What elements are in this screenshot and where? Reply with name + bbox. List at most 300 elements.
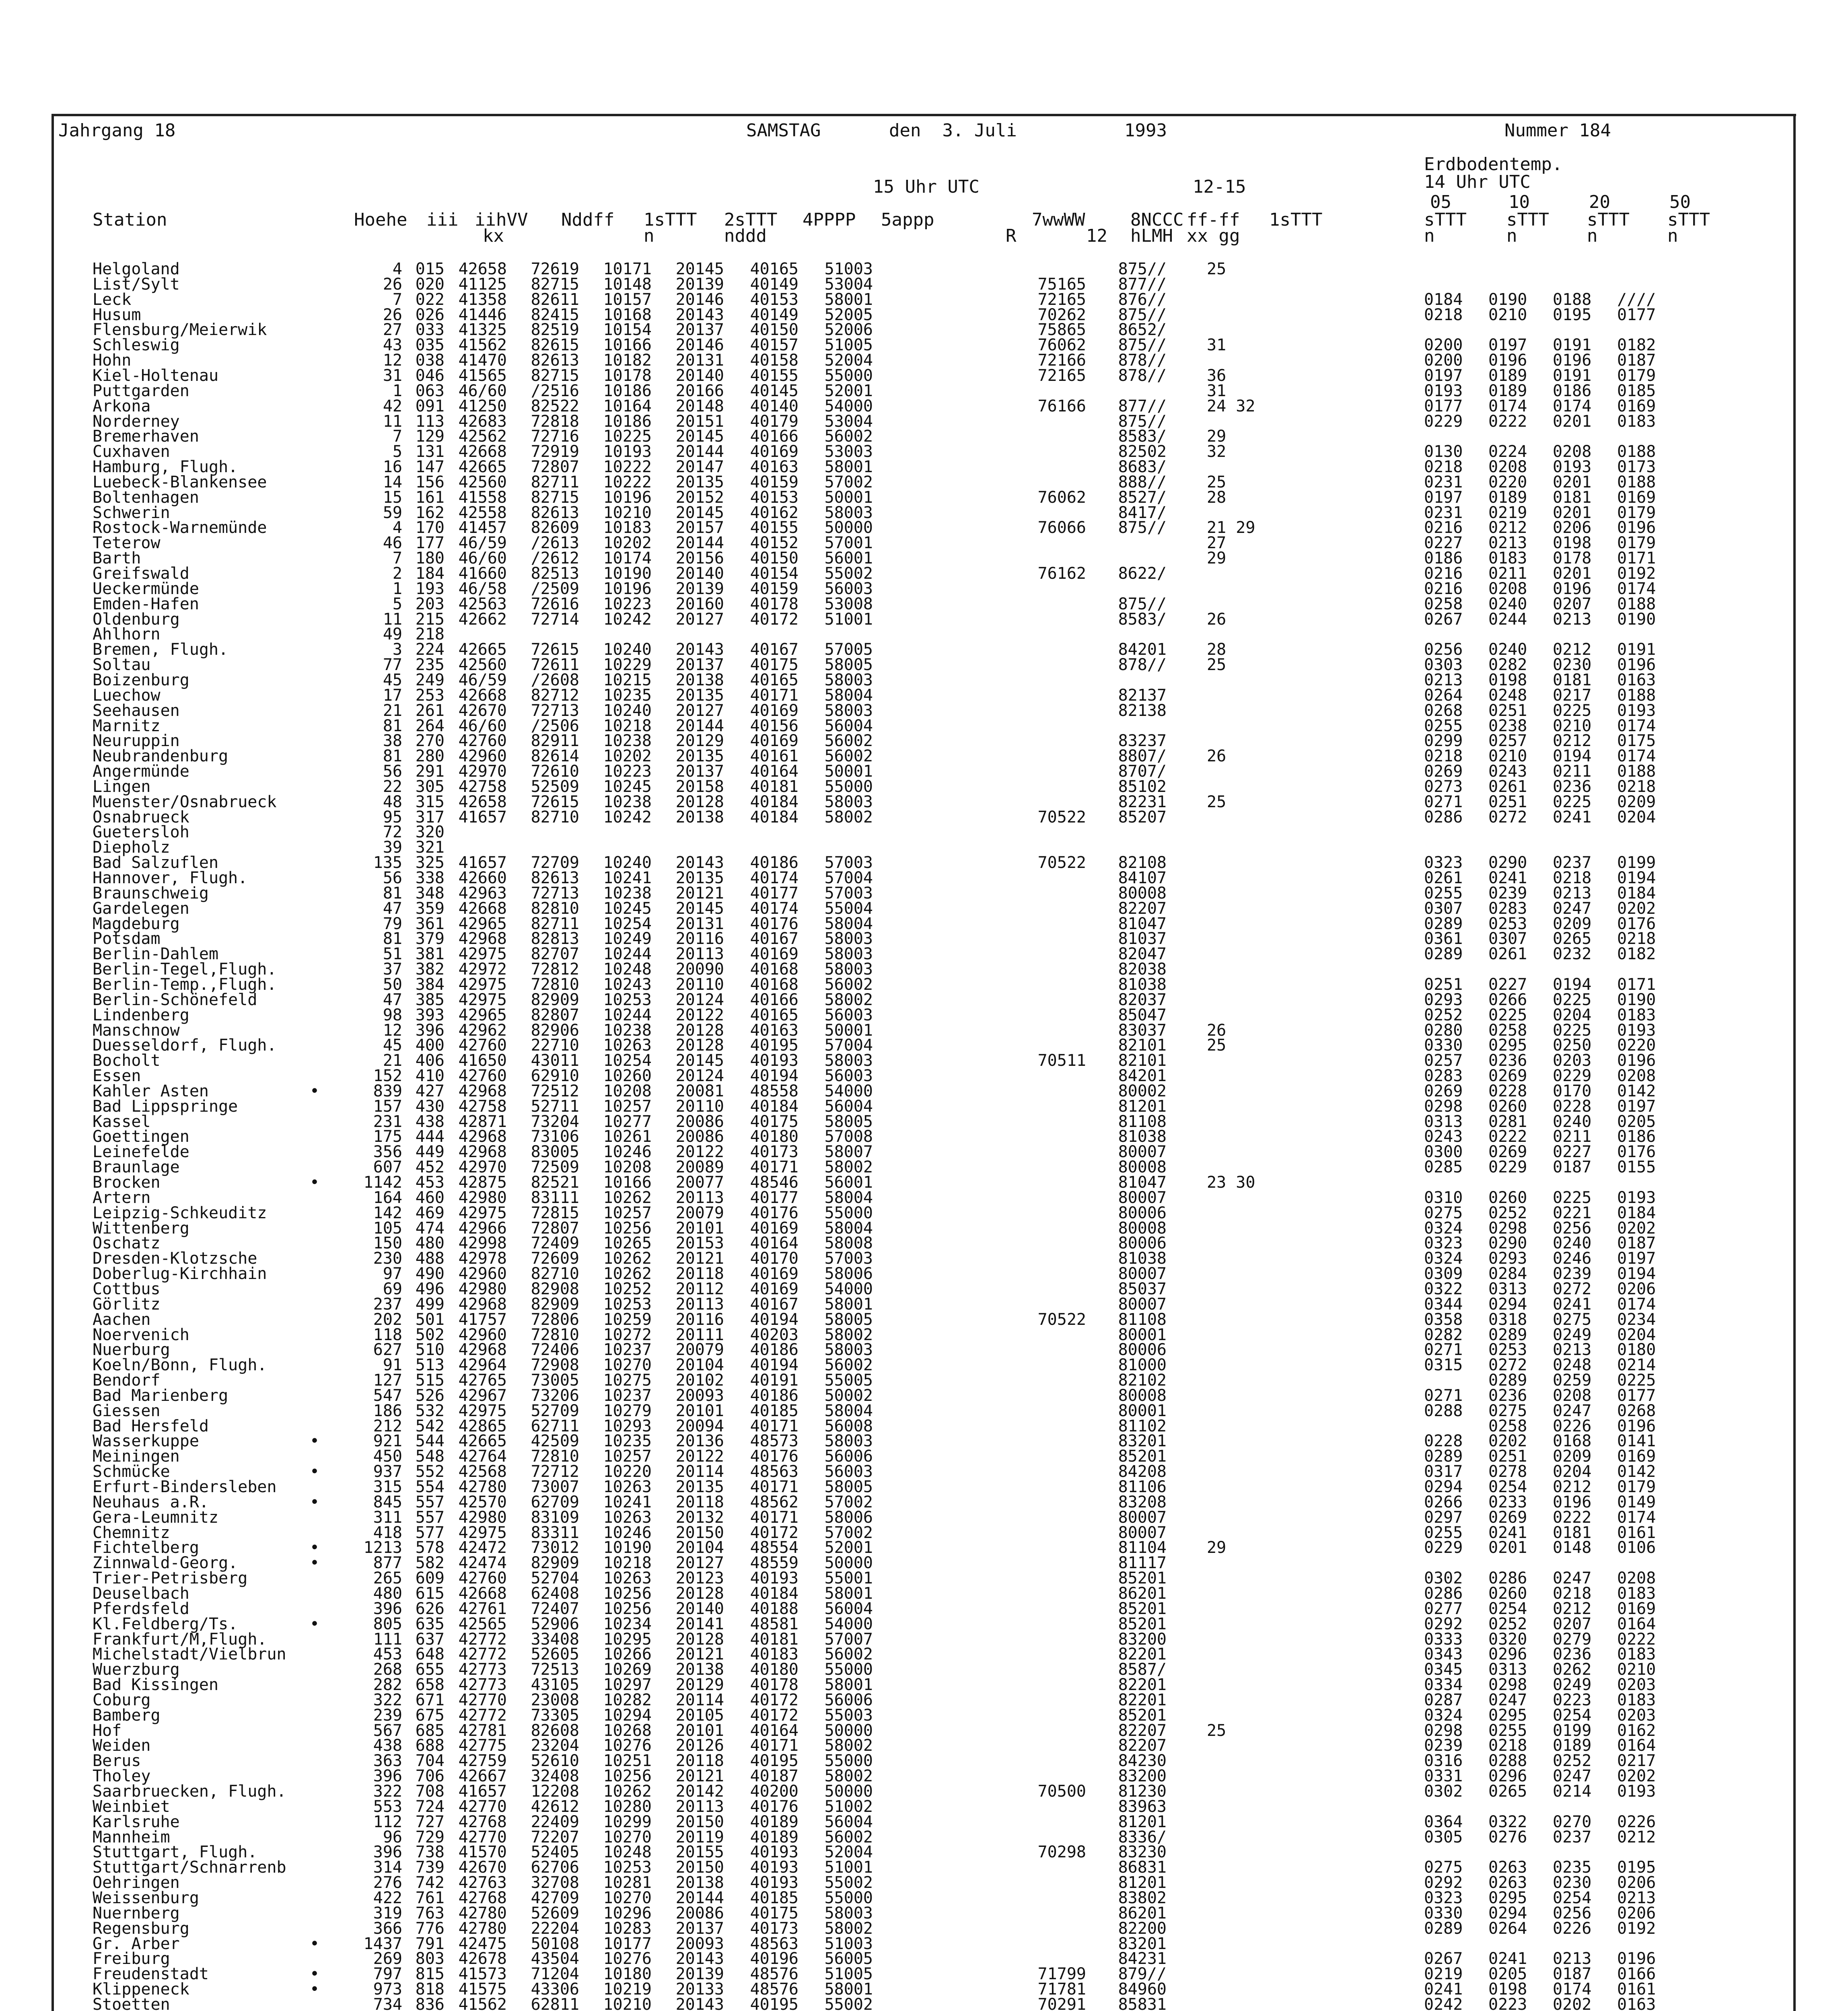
iii: 147 [415, 458, 445, 476]
soil-50: 0149 [1617, 1493, 1656, 1511]
iihvv: 42780 [458, 1919, 507, 1938]
appp: 53003 [824, 442, 873, 461]
station-name: Soltau [93, 656, 151, 674]
station-name: Emden-Hafen [93, 595, 199, 613]
ststtt: 10254 [603, 1051, 652, 1070]
soil-10: 0294 [1488, 1904, 1527, 1923]
ststtt: 10190 [603, 1538, 652, 1557]
ststtt: 10263 [603, 1036, 652, 1055]
appp: 51001 [824, 1858, 873, 1877]
station-name: Schwerin [93, 504, 170, 522]
station-name: Fichtelberg [93, 1538, 199, 1557]
soil-10: 0282 [1488, 656, 1527, 674]
pppp: 40194 [750, 1067, 798, 1085]
pppp: 48581 [750, 1615, 798, 1633]
iii: 626 [415, 1600, 445, 1618]
hoehe: 937 [373, 1462, 402, 1481]
soil-20: 0214 [1553, 1782, 1592, 1801]
soil-05: 0309 [1424, 1265, 1463, 1283]
soil-50: 0184 [1617, 884, 1656, 903]
iihvv: 42562 [458, 427, 507, 446]
nddff: 82613 [531, 351, 579, 370]
iihvv: 42980 [458, 1280, 507, 1298]
ststtt: 10253 [603, 1858, 652, 1877]
soil-10: 0208 [1488, 580, 1527, 598]
soil-50: 0188 [1617, 686, 1656, 705]
soil-10: 0295 [1488, 1889, 1527, 1907]
iihvv: 42967 [458, 1386, 507, 1405]
iii: 557 [415, 1493, 445, 1511]
soil-50: 0204 [1617, 808, 1656, 827]
appp: 58003 [824, 701, 873, 720]
hoehe: 4 [392, 260, 402, 278]
soil-05: 0273 [1424, 777, 1463, 796]
sttt2: 20140 [675, 1600, 724, 1618]
station-name: Klippeneck [93, 1980, 189, 1999]
sttt2: 20113 [675, 945, 724, 963]
iihvv: 42668 [458, 442, 507, 461]
iihvv: 41570 [458, 1843, 507, 1861]
iii: 020 [415, 275, 445, 294]
soil-50: 0193 [1617, 1189, 1656, 1207]
nddff: 22710 [531, 1036, 579, 1055]
station-name: Coburg [93, 1691, 151, 1709]
soil-05: 0200 [1424, 351, 1463, 370]
appp: 56002 [824, 1356, 873, 1374]
sttt2: 20079 [675, 1204, 724, 1222]
iii: 091 [415, 397, 445, 415]
soil-05: 0218 [1424, 306, 1463, 324]
pppp: 40169 [750, 1219, 798, 1238]
ststtt: 10186 [603, 382, 652, 400]
ststtt: 10244 [603, 1006, 652, 1024]
station-name: Chemnitz [93, 1524, 170, 1542]
soil-10: 0260 [1488, 1097, 1527, 1116]
hoehe: 81 [383, 747, 402, 765]
hoehe: 50 [383, 975, 402, 994]
hoehe: 21 [383, 701, 402, 720]
soil-10: 0255 [1488, 1721, 1527, 1740]
soil-50: 0190 [1617, 991, 1656, 1009]
nccc: 86201 [1118, 1904, 1167, 1923]
pppp: 40195 [750, 1995, 798, 2011]
ststtt: 10248 [603, 960, 652, 979]
appp: 58006 [824, 1265, 873, 1283]
sttt2: 20147 [675, 458, 724, 476]
wwww: 76062 [1037, 488, 1086, 507]
nccc: 84208 [1118, 1462, 1167, 1481]
sttt2: 20148 [675, 397, 724, 415]
appp: 58005 [824, 1310, 873, 1329]
nccc: 81047 [1118, 915, 1167, 933]
day-label: SAMSTAG [746, 120, 821, 141]
soil-05: 0289 [1424, 1919, 1463, 1938]
iii: 544 [415, 1432, 445, 1450]
appp: 58005 [824, 1478, 873, 1496]
soil-05: 0252 [1424, 1006, 1463, 1024]
ststtt: 10242 [603, 610, 652, 629]
soil-05: 0130 [1424, 442, 1463, 461]
nccc: 82101 [1118, 1036, 1167, 1055]
ststtt: 10249 [603, 929, 652, 948]
iii: 704 [415, 1752, 445, 1770]
soil-20: 0196 [1553, 580, 1592, 598]
nccc: 81106 [1118, 1478, 1167, 1496]
ststtt: 10248 [603, 1843, 652, 1861]
pppp: 40153 [750, 488, 798, 507]
iihvv: 42670 [458, 1858, 507, 1877]
soil-50: 0208 [1617, 1067, 1656, 1085]
station-name: Gera-Leumnitz [93, 1508, 219, 1527]
appp: 56003 [824, 1462, 873, 1481]
soil-50: 0188 [1617, 473, 1656, 491]
soil-10: 0189 [1488, 382, 1527, 400]
soil-10: 0241 [1488, 869, 1527, 887]
soil-05: 0184 [1424, 290, 1463, 309]
appp: 53004 [824, 275, 873, 294]
soil-20: 0254 [1553, 1706, 1592, 1725]
appp: 50000 [824, 1554, 873, 1572]
soil-10: 0252 [1488, 1615, 1527, 1633]
iihvv: 42475 [458, 1935, 507, 1953]
soil-10: 0189 [1488, 366, 1527, 385]
iii: 249 [415, 671, 445, 689]
station-name: Hof [93, 1721, 122, 1740]
ffff: 36 [1207, 366, 1227, 385]
soil-50: 0183 [1617, 412, 1656, 431]
sttt2: 20132 [675, 1508, 724, 1527]
nccc: 84107 [1118, 869, 1167, 887]
station-name: Mannheim [93, 1828, 170, 1847]
soil-10: 0213 [1488, 534, 1527, 552]
nccc: 80002 [1118, 1082, 1167, 1100]
pppp: 40185 [750, 1889, 798, 1907]
soil-50: 0197 [1617, 1097, 1656, 1116]
soil-50: 0205 [1617, 1112, 1656, 1131]
hoehe: 5 [392, 595, 402, 613]
nddff: 72619 [531, 260, 579, 278]
sttt2: 20139 [675, 1965, 724, 1983]
soil-50: 0164 [1617, 1615, 1656, 1633]
nccc: 82137 [1118, 686, 1167, 705]
pppp: 40169 [750, 701, 798, 720]
hoehe: 322 [373, 1782, 402, 1801]
soil-05: 0267 [1424, 610, 1463, 629]
iihvv: 42658 [458, 793, 507, 811]
sttt2: 20143 [675, 640, 724, 659]
pppp: 40194 [750, 1310, 798, 1329]
soil-50: 0208 [1617, 1569, 1656, 1587]
ststtt: 10166 [603, 336, 652, 354]
ststtt: 10182 [603, 351, 652, 370]
iii: 381 [415, 945, 445, 963]
iihvv: 42975 [458, 991, 507, 1009]
sttt2: 20137 [675, 656, 724, 674]
wwww: 76166 [1037, 397, 1086, 415]
nccc: 85201 [1118, 1615, 1167, 1633]
ststtt: 10294 [603, 1706, 652, 1725]
nccc: 80001 [1118, 1326, 1167, 1344]
sttt2: 20157 [675, 518, 724, 537]
iihvv: 42472 [458, 1538, 507, 1557]
ststtt: 10202 [603, 534, 652, 552]
nddff: 82711 [531, 473, 579, 491]
soil-10: 0222 [1488, 412, 1527, 431]
hoehe: 734 [373, 1995, 402, 2011]
pppp: 40181 [750, 777, 798, 796]
hoehe: 12 [383, 1021, 402, 1040]
soil-10: 0320 [1488, 1630, 1527, 1649]
iii: 129 [415, 427, 445, 446]
sttt2: 20123 [675, 1569, 724, 1587]
ststtt: 10276 [603, 1949, 652, 1968]
iihvv: 41558 [458, 488, 507, 507]
sttt2: 20143 [675, 853, 724, 872]
hoehe: 422 [373, 1889, 402, 1907]
hoehe: 81 [383, 717, 402, 735]
sttt2: 20156 [675, 549, 724, 568]
station-name: Seehausen [93, 701, 180, 720]
soil-50: 0187 [1617, 351, 1656, 370]
iihvv: 42780 [458, 1904, 507, 1923]
appp: 58003 [824, 960, 873, 979]
station-name: Aachen [93, 1310, 151, 1329]
ffff: 24 32 [1207, 397, 1255, 415]
pppp: 40140 [750, 397, 798, 415]
soil-50: 0171 [1617, 975, 1656, 994]
hoehe: 105 [373, 1219, 402, 1238]
soil-20: 0201 [1553, 473, 1592, 491]
soil-20: 0252 [1553, 1752, 1592, 1770]
soil-20: 0181 [1553, 1524, 1592, 1542]
soil-05: 0229 [1424, 1538, 1463, 1557]
hoehe: 268 [373, 1660, 402, 1679]
soil-50: 0194 [1617, 1265, 1656, 1283]
hoehe: 27 [383, 321, 402, 339]
station-name: Michelstadt/Vielbrun [93, 1645, 286, 1663]
hoehe: 43 [383, 336, 402, 354]
iihvv: 42560 [458, 473, 507, 491]
iihvv: 46/60 [458, 382, 507, 400]
nddff: 32408 [531, 1767, 579, 1785]
iii: 480 [415, 1234, 445, 1252]
station-name: Bad Lippspringe [93, 1097, 238, 1116]
station-name: Manschnow [93, 1021, 180, 1040]
ststtt: 10293 [603, 1417, 652, 1435]
ffff: 23 30 [1207, 1173, 1255, 1192]
nccc: 8707/ [1118, 762, 1167, 781]
nccc: 876// [1118, 290, 1167, 309]
soil-05: 0193 [1424, 382, 1463, 400]
iii: 379 [415, 929, 445, 948]
iii: 499 [415, 1295, 445, 1314]
nddff: 72709 [531, 853, 579, 872]
appp: 58006 [824, 1508, 873, 1527]
soil-50: 0193 [1617, 1782, 1656, 1801]
nddff: 72509 [531, 1158, 579, 1176]
soil-20: 0201 [1553, 504, 1592, 522]
soil-05: 0294 [1424, 1478, 1463, 1496]
nccc: 82207 [1118, 899, 1167, 918]
station-name: Leck [93, 290, 132, 309]
appp: 58002 [824, 1736, 873, 1755]
nccc: 82038 [1118, 960, 1167, 979]
station-name: Wasserkuppe [93, 1432, 199, 1450]
soil-50: 0226 [1617, 1813, 1656, 1831]
iihvv: 42667 [458, 1767, 507, 1785]
sttt2: 20135 [675, 747, 724, 765]
appp: 55002 [824, 1873, 873, 1892]
col-ffff: ff-ff [1187, 210, 1240, 230]
soil-20: 0168 [1553, 1432, 1592, 1450]
appp: 58002 [824, 1919, 873, 1938]
soil-50: 0169 [1617, 1447, 1656, 1466]
soil-50: 0169 [1617, 397, 1656, 415]
soil-20: 0228 [1553, 1097, 1592, 1116]
pppp: 48573 [750, 1432, 798, 1450]
nddff: 23204 [531, 1736, 579, 1755]
soil-20: 0259 [1553, 1371, 1592, 1390]
iihvv: 46/60 [458, 717, 507, 735]
nccc: 82037 [1118, 991, 1167, 1009]
nummer-label: Nummer 184 [1504, 120, 1611, 141]
soil-20: 0247 [1553, 1767, 1592, 1785]
iii: 317 [415, 808, 445, 827]
hoehe: 553 [373, 1797, 402, 1816]
nddff: 62910 [531, 1067, 579, 1085]
soil-50: 0190 [1617, 610, 1656, 629]
iii: 359 [415, 899, 445, 918]
sttt2: 20128 [675, 1630, 724, 1649]
sttt2: 20101 [675, 1721, 724, 1740]
soil-20: 0225 [1553, 793, 1592, 811]
soil-10: 0253 [1488, 1341, 1527, 1359]
ststtt: 10262 [603, 1189, 652, 1207]
iihvv: 42761 [458, 1600, 507, 1618]
soil-20: 0212 [1553, 732, 1592, 750]
soil-05: 0241 [1424, 1980, 1463, 1999]
sttt2: 20160 [675, 595, 724, 613]
appp: 54000 [824, 1615, 873, 1633]
station-name: Stoetten [93, 1995, 170, 2011]
iihvv: 42966 [458, 1219, 507, 1238]
ststtt: 10238 [603, 884, 652, 903]
appp: 56004 [824, 1097, 873, 1116]
soil-50: 0188 [1617, 595, 1656, 613]
iihvv: 41657 [458, 808, 507, 827]
iihvv: 46/59 [458, 534, 507, 552]
pppp: 40149 [750, 306, 798, 324]
soil-20: 0191 [1553, 336, 1592, 354]
soil-05: 0261 [1424, 869, 1463, 887]
soil-10: 0286 [1488, 1569, 1527, 1587]
iii: 490 [415, 1265, 445, 1283]
soil-05: 0292 [1424, 1615, 1463, 1633]
hoehe: 363 [373, 1752, 402, 1770]
soil-05: 0324 [1424, 1219, 1463, 1238]
soil-20: 0204 [1553, 1462, 1592, 1481]
ffff: 26 [1207, 610, 1227, 629]
soil-50: 0174 [1617, 717, 1656, 735]
nccc: 82201 [1118, 1645, 1167, 1663]
ststtt: 10297 [603, 1676, 652, 1694]
iii: 460 [415, 1189, 445, 1207]
soil-05: 0285 [1424, 1158, 1463, 1176]
soil-50: //// [1617, 290, 1656, 309]
hoehe: 97 [383, 1265, 402, 1283]
appp: 57003 [824, 853, 873, 872]
appp: 53004 [824, 412, 873, 431]
soil-50: 0206 [1617, 1873, 1656, 1892]
station-name: Koeln/Bonn, Flugh. [93, 1356, 267, 1374]
soil-50: 0175 [1617, 732, 1656, 750]
iii: 218 [415, 625, 445, 644]
nddff: 43105 [531, 1676, 579, 1694]
appp: 58005 [824, 1112, 873, 1131]
sttt2: 20094 [675, 1417, 724, 1435]
appp: 58003 [824, 1432, 873, 1450]
soil-05: 0289 [1424, 915, 1463, 933]
soil-10: 0261 [1488, 945, 1527, 963]
nddff: 52711 [531, 1097, 579, 1116]
ffff: 29 [1207, 549, 1227, 568]
nccc: 84201 [1118, 640, 1167, 659]
pppp: 40149 [750, 275, 798, 294]
nddff: 82715 [531, 488, 579, 507]
station-name: Neuruppin [93, 732, 180, 750]
pppp: 40157 [750, 336, 798, 354]
sttt2: 20113 [675, 1189, 724, 1207]
year-label: 1993 [1124, 120, 1167, 141]
nddff: 82712 [531, 686, 579, 705]
appp: 58002 [824, 1158, 873, 1176]
iihvv: 41325 [458, 321, 507, 339]
iihvv: 41125 [458, 275, 507, 294]
soil-20: 0239 [1553, 1265, 1592, 1283]
ststtt: 10222 [603, 458, 652, 476]
nccc: 81038 [1118, 1249, 1167, 1268]
ffff: 25 [1207, 793, 1227, 811]
ffff: 25 [1207, 260, 1227, 278]
station-name: Stuttgart, Flugh. [93, 1843, 257, 1861]
soil-50: 0199 [1617, 853, 1656, 872]
iii: 708 [415, 1782, 445, 1801]
soil-20: 0148 [1553, 1538, 1592, 1557]
hoehe: 453 [373, 1645, 402, 1663]
nddff: /2608 [531, 671, 579, 689]
soil-10: 0205 [1488, 1965, 1527, 1983]
station-name: Tholey [93, 1767, 151, 1785]
soil-50: 0197 [1617, 1249, 1656, 1268]
nccc: 878// [1118, 351, 1167, 370]
alpine-mark: • [310, 1462, 320, 1481]
nddff: 82710 [531, 1265, 579, 1283]
appp: 58007 [824, 1143, 873, 1161]
appp: 50000 [824, 1782, 873, 1801]
soil-20: 0227 [1553, 1143, 1592, 1161]
iii: 026 [415, 306, 445, 324]
hoehe: 16 [383, 458, 402, 476]
nddff: 73005 [531, 1371, 579, 1390]
col-soil-50: sTTT [1667, 210, 1710, 230]
soil-05: 0277 [1424, 1600, 1463, 1618]
wwww: 70298 [1037, 1843, 1086, 1861]
pppp: 40176 [750, 1797, 798, 1816]
hoehe: 231 [373, 1112, 402, 1131]
soil-20: 0181 [1553, 488, 1592, 507]
iii: 035 [415, 336, 445, 354]
ststtt: 10257 [603, 1447, 652, 1466]
